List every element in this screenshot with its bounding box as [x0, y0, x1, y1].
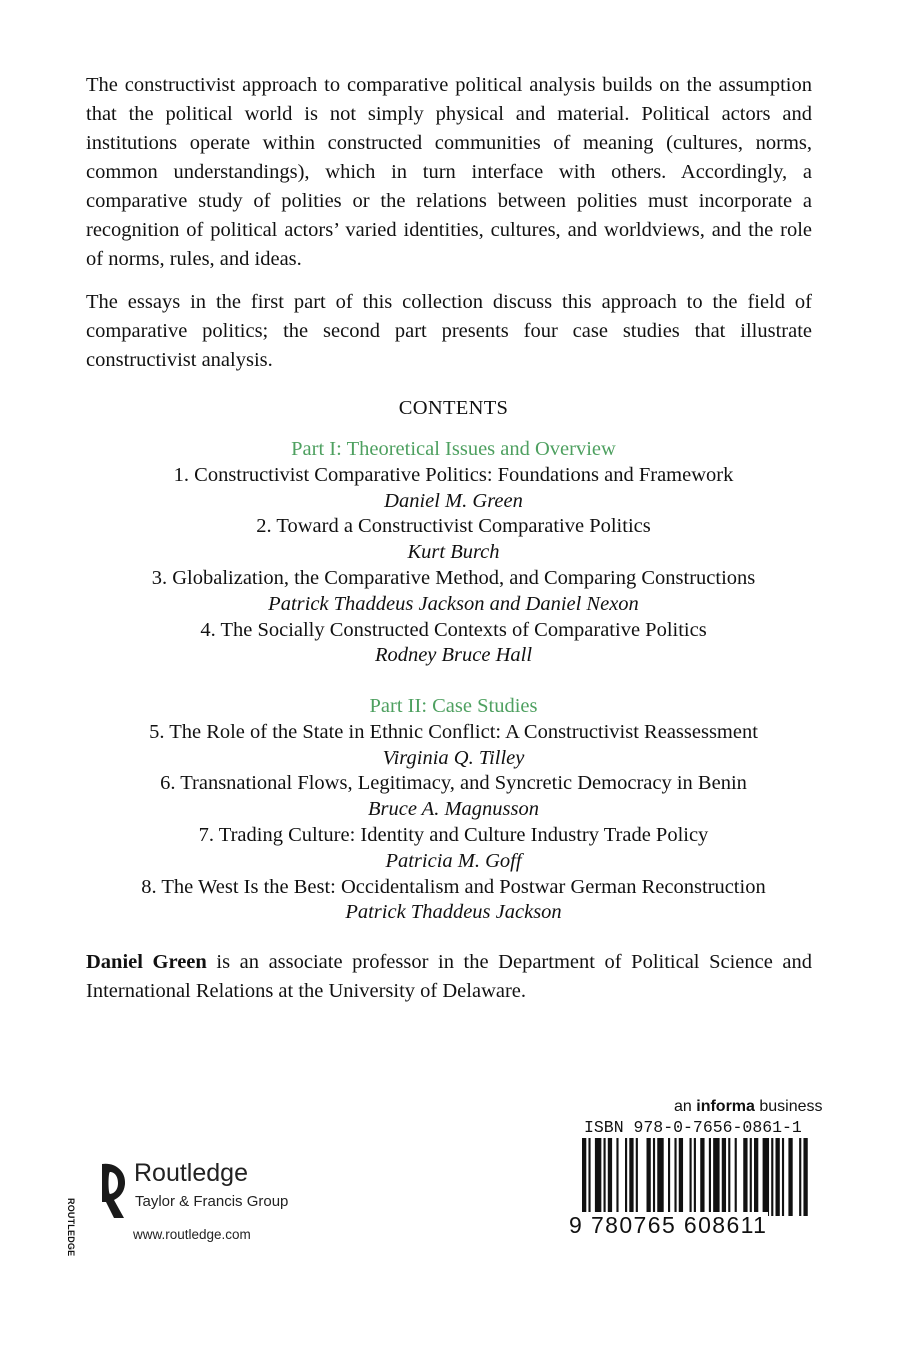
barcode-bar [728, 1138, 730, 1216]
contents-part-1 [0, 437, 907, 669]
entry-author: Patrick Thaddeus Jackson and Daniel Nexon [268, 592, 639, 615]
entry-title: 6. Transnational Flows, Legitimacy, and Syncretic Democracy in Benin [160, 772, 747, 795]
entry-author: Rodney Bruce Hall [374, 644, 533, 667]
publisher-group: Taylor & Francis Group [135, 1193, 289, 1210]
barcode-bar [625, 1138, 627, 1216]
barcode-bar [713, 1138, 719, 1216]
publisher-url: www.routledge.com [133, 1227, 251, 1242]
barcode-bar [754, 1138, 758, 1216]
entry-title: 2. Toward a Constructivist Comparative Politics [256, 515, 651, 538]
entry-author: Patricia M. Goff [385, 849, 522, 872]
entry-author: Daniel M. Green [384, 489, 523, 512]
entry-title: 3. Globalization, the Comparative Method, and Comparing Constructions [151, 566, 756, 589]
barcode-bar [782, 1138, 784, 1216]
entry-title: 4. The Socially Constructed Contexts of Comparative Politics [200, 618, 707, 641]
barcode-bar [636, 1138, 638, 1216]
informa-tagline [674, 1098, 823, 1116]
barcode-bar [776, 1138, 780, 1216]
informa-prefix: an [674, 1098, 697, 1115]
contents-part-2 [0, 694, 907, 926]
barcode-bar [799, 1138, 801, 1216]
collection-paragraph: The essays in the first part of this collection discuss this approach to the field of comparative politics; the second part presents four case studies that illustrate constructivist analysis. [86, 291, 812, 371]
entry-author: Bruce A. Magnusson [367, 798, 539, 821]
author-name: Daniel Green [86, 951, 207, 973]
entry-author: Patrick Thaddeus Jackson [345, 901, 562, 924]
barcode-bar [803, 1138, 807, 1216]
barcode-digits-text: 9 780765 608611 [569, 1212, 768, 1238]
barcode-bar [690, 1138, 692, 1216]
barcode-bar [595, 1138, 601, 1216]
barcode-bar [604, 1138, 606, 1216]
barcode-bar [608, 1138, 612, 1216]
barcode-bar [750, 1138, 752, 1216]
barcode-bar [647, 1138, 651, 1216]
publisher-name: Routledge [134, 1159, 248, 1187]
informa-suffix: business [754, 1098, 823, 1115]
barcode-bar [653, 1138, 655, 1216]
logo-vertical-text: ROUTLEDGE [66, 1198, 76, 1257]
entry-title: 5. The Role of the State in Ethnic Conflict: A Constructivist Reassessment [149, 720, 758, 743]
isbn-label: ISBN 978-0-7656-0861-1 [584, 1118, 802, 1137]
author-bio-text: is an associate professor in the Department of Political Science and International Relations at the University of Delaware. [86, 951, 812, 1002]
entry-author: Virginia Q. Tilley [382, 746, 525, 769]
barcode-bar [771, 1138, 773, 1216]
entry-title: 1. Constructivist Comparative Politics: Foundations and Framework [173, 463, 734, 486]
barcode-digits [568, 1212, 812, 1239]
barcode-bar [763, 1138, 769, 1216]
part-heading: Part I: Theoretical Issues and Overview [291, 438, 616, 460]
barcode-bar [629, 1138, 633, 1216]
entry-title: 8. The West Is the Best: Occidentalism and Postwar German Reconstruction [141, 875, 766, 898]
barcode-bar [657, 1138, 663, 1216]
description-paragraph: The constructivist approach to comparative political analysis builds on the assumption that the political world is not simply physical and material. Political actors and institutions operate within constructed communities of meaning (cultures, norms, common understandings), which in turn interface with others. Accordingly, a comparative study of polities or the relations between polities must incorporate a recognition of political actors’ varied identities, cultures, and worldviews, and the role of norms, rules, and ideas. [86, 74, 812, 270]
barcode-bar [674, 1138, 676, 1216]
informa-brand: informa [696, 1098, 755, 1115]
entry-author: Kurt Burch [407, 541, 500, 564]
barcode-bar [743, 1138, 747, 1216]
routledge-logo-icon [80, 1160, 130, 1220]
contents-heading: CONTENTS [398, 397, 509, 419]
entry-title: 7. Trading Culture: Identity and Culture Industry Trade Policy [198, 823, 709, 846]
barcode-bar [694, 1138, 696, 1216]
part-heading: Part II: Case Studies [369, 695, 538, 717]
author-bio [86, 948, 812, 1006]
barcode-bar [788, 1138, 792, 1216]
barcode-bar [616, 1138, 618, 1216]
barcode-bar [700, 1138, 704, 1216]
publisher-logo [66, 1159, 340, 1260]
barcode-bar [668, 1138, 670, 1216]
barcode-bar [735, 1138, 737, 1216]
barcode-bar [679, 1138, 683, 1216]
barcode-bar [722, 1138, 726, 1216]
